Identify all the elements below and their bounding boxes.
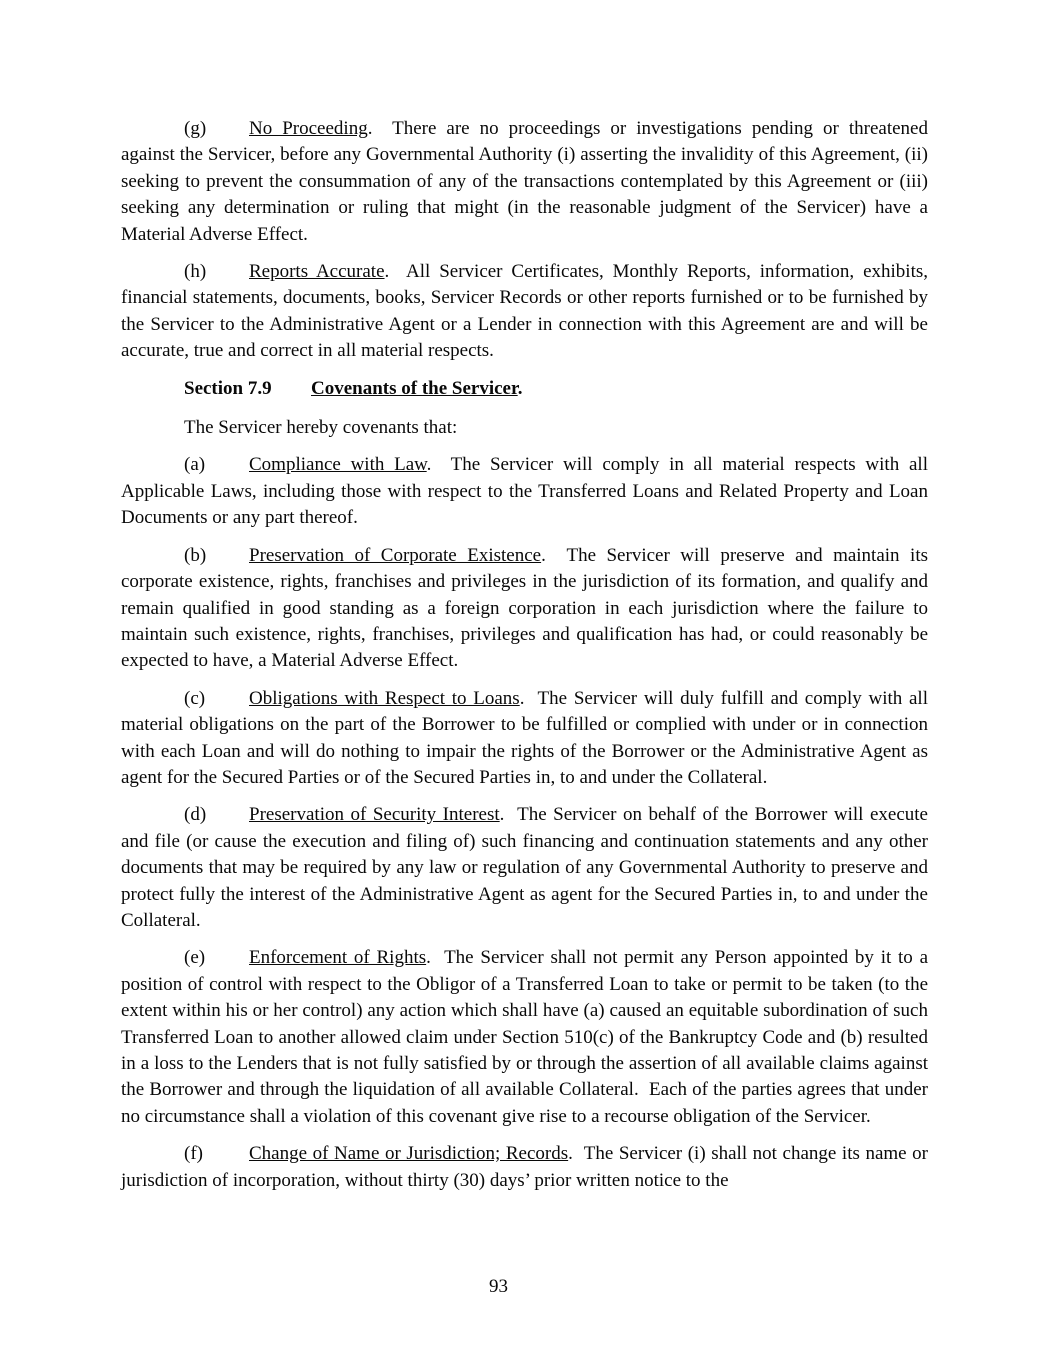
paragraph-heading: Enforcement of Rights (249, 947, 427, 969)
page-number: 93 (489, 1276, 508, 1297)
paragraph-c (121, 686, 928, 792)
paragraph-heading: Preservation of Security Interest (249, 804, 500, 826)
paragraph-label: (h) (184, 261, 207, 283)
document-body (121, 116, 928, 1205)
paragraph-h (121, 259, 928, 365)
paragraph-text: . The Servicer will comply in all material respects with all Applicable Laws, including those with respect to the Transferred Loans and Related Property and Loan Documents or any part thereof. (121, 454, 928, 529)
section-heading (121, 376, 928, 402)
paragraph-d (121, 802, 928, 934)
paragraph-heading: Change of Name or Jurisdiction; Records (249, 1143, 569, 1165)
paragraph-label: (c) (184, 687, 206, 709)
paragraph-e (121, 945, 928, 1130)
paragraph-g (121, 116, 928, 248)
paragraph-text: . The Servicer will duly fulfill and comply with all material obligations on the part of the Borrower to be fulfilled or complied with under or in connection with each Loan and will do nothing to impair the rights of the Borrower or the Administrative Agent as agent for the Secured Parties or of the Secured Parties in, to and under the Collateral. (121, 687, 928, 788)
paragraph-heading: Reports Accurate (249, 261, 385, 283)
paragraph-heading: Obligations with Respect to Loans (249, 687, 520, 709)
paragraph-heading: Compliance with Law (249, 454, 427, 476)
paragraph-f (121, 1141, 928, 1194)
paragraph-text: . The Servicer on behalf of the Borrower will execute and file (or cause the execution and filing of) such financing and continuation statements and any other documents that may be required by any law or regulation of any Governmental Authority to preserve and protect fully the interest of the Administrative Agent as agent for the Secured Parties in, to and under the Collateral. (121, 804, 928, 931)
section-number: Section 7.9 (184, 377, 272, 399)
section-title: Covenants of the Servicer (311, 377, 518, 399)
paragraph-text: . All Servicer Certificates, Monthly Reports, information, exhibits, financial statements, documents, books, Servicer Records or other reports furnished or to be furnished by the Servicer to the Administrative Agent or a Lender in connection with this Agreement are and will be accurate, true and correct in all material respects. (121, 261, 928, 362)
paragraph-text: . The Servicer (i) shall not change its name or jurisdiction of incorporation, without thirty (30) days’ prior written notice to the (121, 1143, 928, 1191)
paragraph-label: (d) (184, 804, 207, 826)
paragraph-b (121, 543, 928, 675)
paragraph-label: (a) (184, 454, 206, 476)
covenant-intro: The Servicer hereby covenants that: (184, 417, 458, 439)
paragraph-label: (f) (184, 1143, 203, 1165)
paragraph-heading: No Proceeding (249, 118, 368, 139)
paragraph-label: (e) (184, 947, 206, 969)
paragraph-a (121, 452, 928, 531)
paragraph-text: . There are no proceedings or investigations pending or threatened against the Servicer, before any Governmental Authority (i) asserting the invalidity of this Agreement, (ii) seeking to prevent the consummation of any of the transactions contemplated by this Agreement or (iii) seeking any determination or ruling that might (in the reasonable judgment of the Servicer) have a Material Adverse Effect. (121, 118, 928, 245)
paragraph-text: . The Servicer will preserve and maintain its corporate existence, rights, franchises and privileges in the jurisdiction of its formation, and qualify and remain qualified in good standing as a foreign corporation in each jurisdiction where the failure to maintain such existence, rights, franchises, privileges and qualification has had, or could reasonably be expected to have, a Material Adverse Effect. (121, 544, 928, 672)
paragraph-label: (b) (184, 544, 207, 566)
paragraph-heading: Preservation of Corporate Existence (249, 544, 542, 566)
paragraph-label: (g) (184, 118, 207, 139)
section-title-suffix: . (517, 377, 523, 399)
paragraph-text: . The Servicer shall not permit any Person appointed by it to a position of control with respect to the Obligor of a Transferred Loan to take or permit to be taken (to the extent within his or her control) any action which shall have (a) caused an equitable subordination of such Transferred Loan to another allowed claim under Section 510(c) of the Bankruptcy Code and (b) resulted in a loss to the Lenders that is not fully satisfied by or through the assertion of all available claims against the Borrower and through the liquidation of all available Collateral. Each of the parties agrees that under no circumstance shall a violation of this covenant give rise to a recourse obligation of the Servicer. (121, 947, 928, 1127)
